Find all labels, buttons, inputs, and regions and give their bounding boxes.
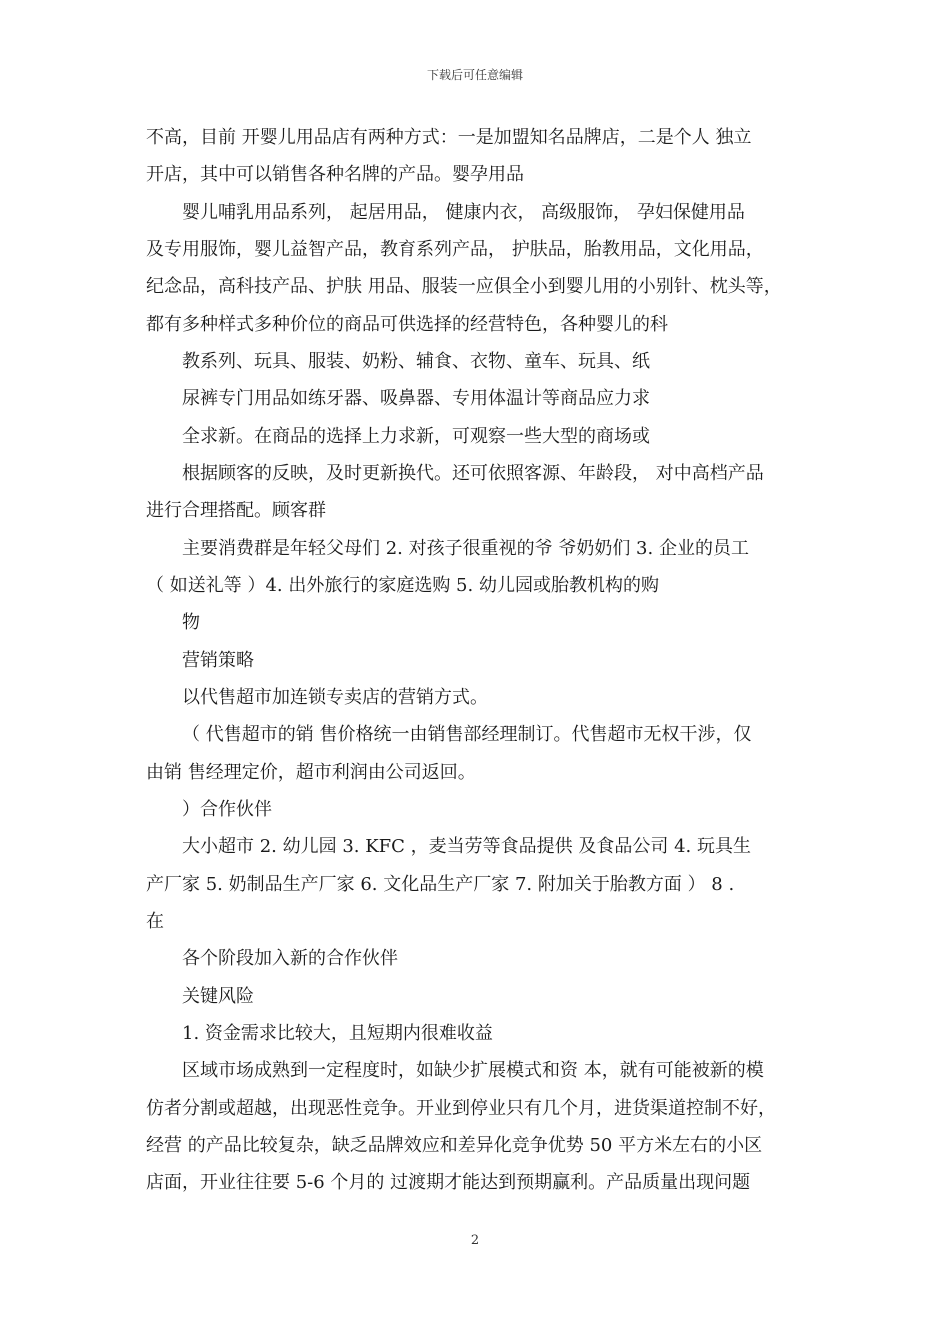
page-number: 2 <box>470 1233 480 1248</box>
text-line: 由销 售经理定价，超市利润由公司返回。 <box>146 762 476 783</box>
text-line: 1. 资金需求比较大，且短期内很难收益 <box>182 1023 493 1044</box>
text-line: 不高，目前 开婴儿用品店有两种方式：一是加盟知名品牌店，二是个人 独立 <box>146 127 752 148</box>
text-line: 纪念品，高科技产品、护肤 用品、服装一应俱全小到婴儿用的小别针、枕头等， <box>146 276 782 297</box>
text-line: 大小超市 2. 幼儿园 3. KFC ，麦当劳等食品提供 及食品公司 4. 玩具生 <box>182 836 752 857</box>
text-line: 开店，其中可以销售各种名牌的产品。婴孕用品 <box>146 164 524 185</box>
text-line: 在 <box>146 911 164 932</box>
text-line: 营销策略 <box>182 650 254 671</box>
text-line: 经营 的产品比较复杂，缺乏品牌效应和差异化竞争优势 50 平方米左右的小区 <box>146 1135 763 1156</box>
text-line: 进行合理搭配。顾客群 <box>146 500 326 521</box>
text-line: 全求新。在商品的选择上力求新，可观察一些大型的商场或 <box>182 426 650 447</box>
text-line: 主要消费群是年轻父母们 2. 对孩子很重视的爷 爷奶奶们 3. 企业的员工 <box>182 538 749 559</box>
text-line: 关键风险 <box>182 986 254 1007</box>
text-line: 物 <box>182 612 200 633</box>
text-line: ）合作伙伴 <box>182 799 272 820</box>
text-line: （ 如送礼等 ）4. 出外旅行的家庭选购 5. 幼儿园或胎教机构的购 <box>146 575 659 596</box>
text-line: 仿者分割或超越，出现恶性竞争。开业到停业只有几个月，进货渠道控制不好， <box>146 1098 776 1119</box>
page-header-note: 下载后可任意编辑 <box>426 68 523 82</box>
text-line: 区域市场成熟到一定程度时，如缺少扩展模式和资 本，就有可能被新的模 <box>182 1060 764 1081</box>
text-line: 各个阶段加入新的合作伙伴 <box>182 948 398 969</box>
text-line: 尿裤专门用品如练牙器、吸鼻器、专用体温计等商品应力求 <box>182 388 650 409</box>
text-line: 店面，开业往往要 5-6 个月的 过渡期才能达到预期赢利。产品质量出现问题 <box>146 1172 751 1193</box>
text-line: （ 代售超市的销 售价格统一由销售部经理制订。代售超市无权干涉，仅 <box>182 724 752 745</box>
text-line: 都有多种样式多种价位的商品可供选择的经营特色，各种婴儿的科 <box>146 314 668 335</box>
text-line: 教系列、玩具、服装、奶粉、辅食、衣物、童车、玩具、纸 <box>182 351 650 372</box>
text-line: 产厂家 5. 奶制品生产厂家 6. 文化品生产厂家 7. 附加关于胎教方面 ） 8 . <box>146 874 735 895</box>
text-line: 以代售超市加连锁专卖店的营销方式。 <box>182 687 488 708</box>
text-line: 根据顾客的反映，及时更新换代。还可依照客源、年龄段， 对中高档产品 <box>182 463 764 484</box>
text-line: 婴儿哺乳用品系列， 起居用品， 健康内衣， 高级服饰， 孕妇保健用品 <box>182 202 745 223</box>
text-line: 及专用服饰，婴儿益智产品，教育系列产品， 护肤品，胎教用品，文化用品， <box>146 239 764 260</box>
